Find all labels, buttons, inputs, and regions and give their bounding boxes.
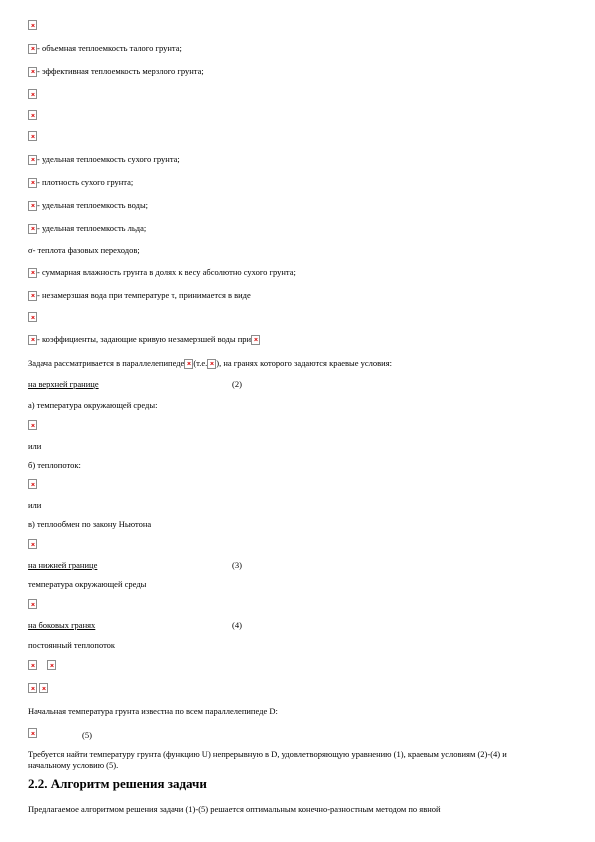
broken-image-icon	[28, 44, 37, 54]
broken-image-icon	[184, 359, 193, 369]
line-text: - удельная теплоемкость воды;	[37, 200, 149, 210]
line-text: или	[28, 441, 42, 451]
text-line	[28, 460, 81, 471]
line-text: - коэффициенты, задающие кривую незамерзшей воды при	[37, 334, 252, 344]
line-text: Предлагаемое алгоритмом решения задачи (1)-(5) решается оптимальным конечно-разностным методом по явной	[28, 804, 441, 814]
broken-image-icon	[28, 683, 37, 693]
line-text: на боковых гранях	[28, 620, 96, 630]
line-text: - плотность сухого грунта;	[37, 177, 134, 187]
equation-number: (2)	[232, 379, 242, 389]
text-line	[28, 749, 507, 760]
line-text: - удельная теплоемкость сухого грунта;	[37, 154, 180, 164]
line-text: - незамерзшая вода при температуре τ, принимается в виде	[37, 290, 251, 300]
broken-image-icon	[28, 131, 37, 141]
text-line	[28, 43, 182, 54]
broken-image-icon	[28, 335, 37, 345]
formula-row	[28, 683, 48, 693]
text-line	[28, 400, 157, 411]
equation-number: (3)	[232, 560, 242, 570]
broken-image-icon	[28, 291, 37, 301]
formula-row	[28, 728, 37, 738]
text-line	[28, 358, 392, 369]
broken-image-icon	[207, 359, 216, 369]
text-line	[28, 379, 99, 390]
text-line	[28, 640, 115, 651]
line-text: σ- теплота фазовых переходов;	[28, 245, 140, 255]
text-line	[28, 441, 41, 452]
text-line	[28, 620, 95, 631]
broken-image-icon	[251, 335, 260, 345]
line-text: Требуется найти температуру грунта (функцию U) непрерывную в D, удовлетворяющую уравнению (1), краевым условиям (2)-(4) и	[28, 749, 507, 759]
broken-image-icon	[28, 201, 37, 211]
broken-image-icon	[28, 155, 37, 165]
broken-image-icon	[28, 599, 37, 609]
broken-image-icon	[28, 268, 37, 278]
broken-image-icon	[28, 89, 37, 99]
line-text: ), на гранях которого задаются краевые условия:	[216, 358, 392, 368]
text-line	[28, 245, 140, 256]
line-text: на нижней границе	[28, 560, 98, 570]
formula-row	[28, 20, 37, 30]
text-line	[28, 66, 204, 77]
formula-row	[28, 89, 37, 99]
text-line	[28, 223, 146, 234]
formula-row	[28, 312, 37, 322]
broken-image-icon	[28, 728, 37, 738]
broken-image-icon	[47, 660, 56, 670]
text-line	[28, 560, 97, 571]
broken-image-icon	[28, 479, 37, 489]
text-line	[28, 200, 148, 211]
line-text: б) теплопоток:	[28, 460, 81, 470]
line-text: (т.е.	[193, 358, 208, 368]
line-text: Начальная температура грунта известна по всем параллелепипеде D:	[28, 706, 278, 716]
line-text: - объемная теплоемкость талого грунта;	[37, 43, 182, 53]
broken-image-icon	[28, 224, 37, 234]
line-text: в) теплообмен по закону Ньютона	[28, 519, 152, 529]
text-line	[28, 804, 441, 815]
line-text: постоянный теплопоток	[28, 640, 116, 650]
formula-row	[28, 420, 37, 430]
broken-image-icon	[28, 20, 37, 30]
formula-row	[28, 131, 37, 141]
text-line	[28, 267, 296, 278]
broken-image-icon	[28, 420, 37, 430]
line-text: - удельная теплоемкость льда;	[37, 223, 147, 233]
text-line	[28, 579, 146, 590]
text-line	[28, 706, 278, 717]
section-heading: 2.2. Алгоритм решения задачи	[28, 776, 207, 791]
broken-image-icon	[28, 178, 37, 188]
formula-row	[28, 110, 37, 120]
formula-row	[28, 599, 37, 609]
broken-image-icon	[28, 539, 37, 549]
equation-number: (5)	[82, 730, 92, 740]
formula-row	[28, 479, 37, 489]
line-text: - суммарная влажность грунта в долях к весу абсолютно сухого грунта;	[37, 267, 296, 277]
text-line	[28, 177, 133, 188]
broken-image-icon	[39, 683, 48, 693]
equation-number: (4)	[232, 620, 242, 630]
broken-image-icon	[28, 312, 37, 322]
text-line	[28, 334, 260, 345]
text-line	[28, 290, 251, 301]
broken-image-icon	[28, 67, 37, 77]
broken-image-icon	[28, 660, 37, 670]
broken-image-icon	[28, 110, 37, 120]
line-text: начальному условию (5).	[28, 760, 119, 770]
formula-row	[28, 539, 37, 549]
text-line	[28, 154, 180, 165]
text-line	[28, 760, 118, 771]
line-text: температура окружающей среды	[28, 579, 147, 589]
line-text: или	[28, 500, 42, 510]
formula-row	[28, 660, 56, 670]
line-text: Задача рассматривается в параллелепипеде	[28, 358, 185, 368]
line-text: на верхней границе	[28, 379, 99, 389]
text-line	[28, 519, 151, 530]
line-text: - эффективная теплоемкость мерзлого грунта;	[37, 66, 204, 76]
text-line	[28, 500, 41, 511]
line-text: а) температура окружающей среды:	[28, 400, 158, 410]
